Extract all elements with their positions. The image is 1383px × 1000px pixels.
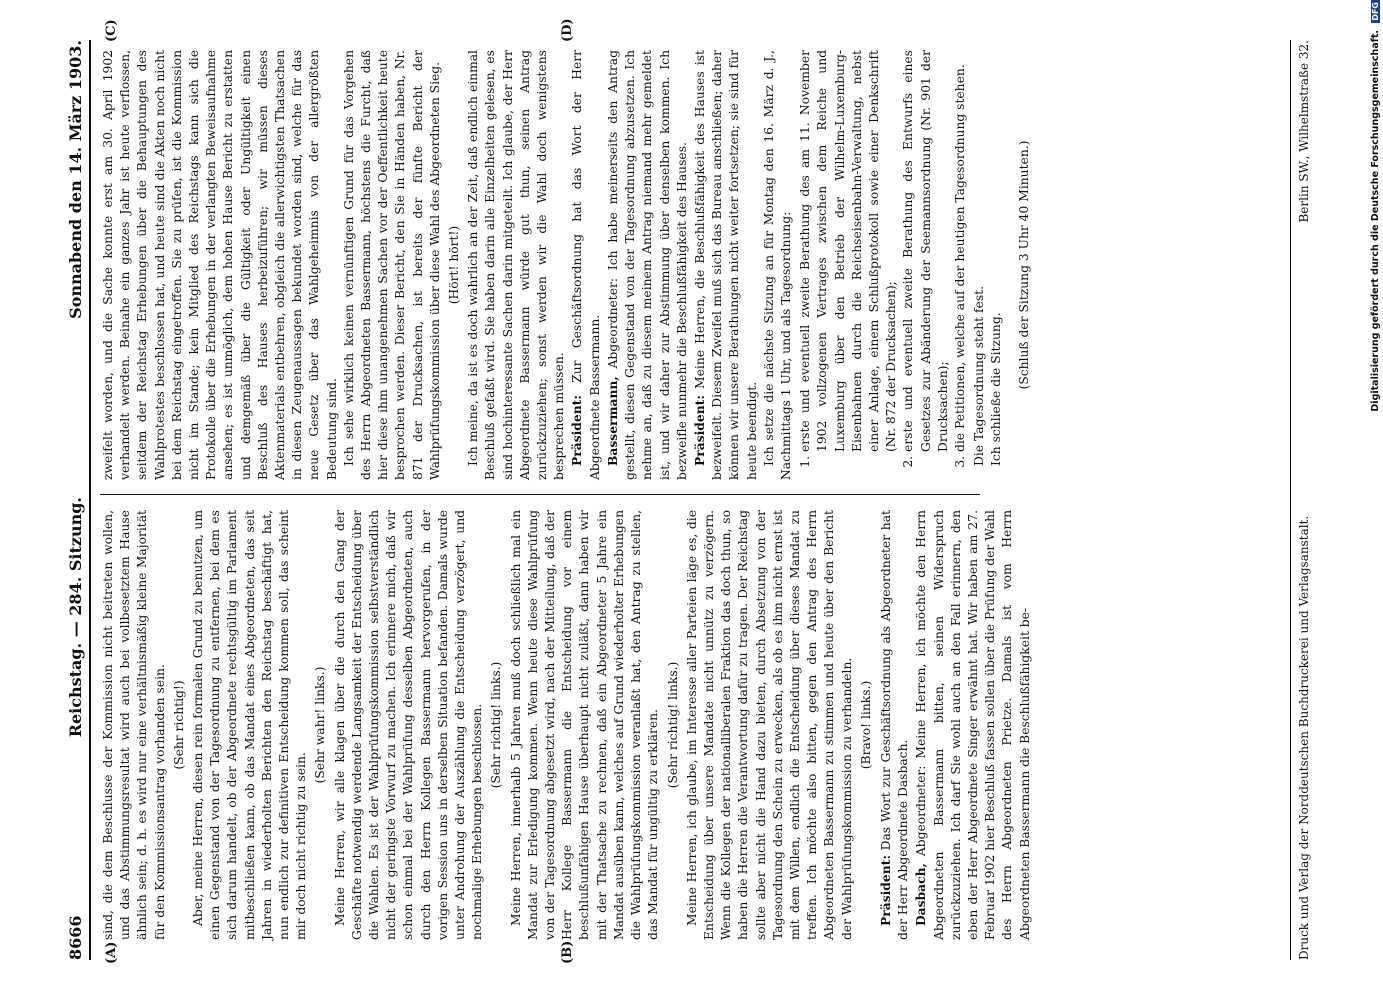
paragraph: Meine Herren, innerhalb 5 Jahren muß doch schließlich mal ein Mandat zur Erledigung kommen. Wenn heute diese Wahlprüfung von der Tagesordnung abgesetzt wird, nach der Mitteilung, daß der Herr Kollege Bassermann die Entscheidung vor einem beschlußunfähigen Hause überhaupt nicht zuläßt, dann haben wir mit der Thatsache zu rechnen, daß ein Abgeordneter 5 Jahre ein Mandat ausüben kann, welches auf Grund wiederholter Erhebungen die Wahlprüfungskommission veranlaßt hat, den Antrag zu stellen, das Mandat für ungültig zu erklären. (508, 510, 661, 940)
speech-text: Meine Herren, die Beschlußfähigkeit des Hauses ist bezweifelt. Diesem Zweifel muß sich das Bureau anschließen; daher können wir unsere Berathungen nicht weiter fortsetzen; sie sind für heute beendigt. (692, 50, 759, 480)
interjection: (Sehr richtig! links.) (489, 661, 504, 789)
speaker-name: Präsident: (569, 395, 585, 466)
right-column (100, 50, 1033, 480)
speech-text: Das Wort zur Geschäftsordnung als Abgeordneter hat der Herr Abgeordnete Dasbach. (878, 510, 911, 940)
paragraph: Ich schließe die Sitzung. (989, 312, 1004, 466)
margin-mark-a: (A) (104, 941, 119, 964)
paragraph: zweifelt worden, und die Sache konnte erst am 30. April 1902 verhandelt werden. Beinahe ein ganzes Jahr ist heute verflossen, seitdem der Reichstag Erhebungen über die Behauptungen des Wahlprotestes beschlossen hat, und heute sind die Akten noch nicht bei dem Reichstag eingetroffen. Sie zu prüfen, ist die Kommission nicht im Stande; kein Mitglied des Reichstags kann sich die Protokolle über die Erhebungen in der verlangten Beweisaufnahme ansehen; es ist unmöglich, dem hohen Hause Bericht zu erstatten und demgemäß über die Gültigkeit oder Ungültigkeit einen Beschluß des Hauses herbeizuführen; wir müssen dieses Aktenmaterials entbehren, obgleich die allerwichtigsten Thatsachen in diesen Zeugenaussagen bekundet worden sind, welche für das neue Gesetz über das Wahlgeheimnis von der allergrößten Bedeutung sind. (101, 50, 339, 480)
speaker-name: Präsident: (877, 855, 893, 926)
speech-paragraph (912, 510, 1033, 940)
paragraph: Meine Herren, wir alle klagen über die durch den Gang der Geschäfte notwendig werdende Langsamkeit der Entscheidung über die Wahlen. Es ist der Wahlprüfungskommission selbstverständlich nicht der geringste Vorwurf zu machen. Ich erinnere mich, daß wir schon einmal bei der Wahlprüfung desselben Abgeordneten, auch durch den Herrn Kollegen Bassermann hervorgerufen, in der vorigen Session uns in derselben Situation befanden. Damals wurde unter Androhung der Auszählung die Entscheidung verzögert, und nochmalige Erhebungen beschlossen. (332, 510, 485, 940)
paragraph: sind, die dem Beschlusse der Kommission nicht beitreten wollen, und das Abstimmungsresultat wird auch bei vollbesetztem Hause ähnlich sein; d. h. es wird nur eine verhältnismäßig kleine Majorität für den Kommissionsantrag vorhanden sein. (101, 510, 167, 940)
paragraph: Ich meine, da ist es doch wahrlich an der Zeit, daß endlich einmal Beschluß gefaßt wird. Sie haben darin alle Einzelheiten gelesen, es sind hochinteressante Sachen darin mitgeteilt. Ich glaube, der Herr Abgeordnete Bassermann würde gut thun, seinen Antrag zurückzuziehen; sonst werden wir die Wahl doch wenigstens besprechen müssen. (466, 50, 567, 480)
page-number: 8666 (66, 915, 85, 960)
header-left-title: Reichstag. — 284. Sitzung. (66, 497, 85, 738)
paragraph: Aber, meine Herren, diesen rein formalen Grund zu benutzen, um einen Gegenstand von der Tagesordnung zu entfernen, bei dem es sich darum handelt, ob der Abgeordnete rechtsgültig im Parlament mitbeschließen kann, ob das Mandat eines Abgeordneten, das seit Jahren in wiederholten Berichten den Reichstag beschäftigt hat, nun endlich zur definitiven Entscheidung kommen soll, das scheint mir doch nicht richtig zu sein. (191, 510, 309, 940)
page-header (45, 40, 91, 960)
speech-text: Zur Geschäftsordnung hat das Wort der Herr Abgeordnete Bassermann. (570, 50, 602, 480)
speech-paragraph (568, 50, 603, 480)
footer-address: Berlin SW., Wilhelmstraße 32. (1297, 40, 1311, 223)
header-right-title: Sonnabend den 14. März 1903. (66, 40, 85, 319)
speech-paragraph (877, 510, 912, 940)
speaker-name: Bassermann, (604, 376, 620, 466)
interjection: (Bravo! links.) (858, 680, 873, 770)
speech-text: Abgeordneter: Meine Herren, ich möchte den Herrn Abgeordneten Bassermann bitten, seinen Widerspruch zurückzuziehen. Ich darf Sie wohl auch an den Fall erinnern, den eben der Herr Abgeordnete Singer erwähnt hat. Wir haben am 27. Februar 1902 hier Beschluß fassen sollen über die Prüfung der Wahl des Herrn Abgeordneten Prietze. Damals ist vom Herrn Abgeordneten Bassermann die Beschlußfähigkeit be- (914, 510, 1032, 940)
left-column (100, 510, 1034, 940)
agenda-item: 3. die Petitionen, welche auf der heutigen Tagesordnung stehen. (952, 50, 969, 452)
paragraph: Ich sehe wirklich keinen vernünftigen Grund für das Vorgehen des Herrn Abgeordneten Bassermann, höchstens die Furcht, daß hier diese ihm unangenehmen Sachen vor der Oeffentlichkeit heute besprochen werden. Dieser Bericht, den Sie in Händen haben, Nr. 871 der Drucksachen, ist bereits der fünfte Bericht der Wahlprüfungskommission über diese Wahl des Abgeordneten Sieg. (341, 50, 442, 480)
dfg-logo-icon: DFG (1371, 2, 1380, 21)
margin-mark-c: (C) (104, 19, 119, 42)
agenda-item: 2. erste und eventuell zweite Berathung des Entwurfs eines Gesetzes zur Abänderung der Seemannsordnung (Nr. 901 der Drucksachen); (900, 50, 952, 452)
margin-mark-b: (B) (560, 940, 575, 964)
speaker-name: Präsident: (691, 395, 707, 466)
digitization-credit (1370, 0, 1382, 1000)
speech-text: Abgeordneter: Ich habe meinerseits den Antrag gestellt, diesen Gegenstand von der Tagesordnung abzusetzen. Ich nehme an, daß zu diesem meinem Antrag niemand mehr gemeldet ist, und wir daher zur Abstimmung über denselben kommen. Ich bezweifle nunmehr die Beschlußfähigkeit des Hauses. (605, 50, 689, 480)
session-end-note: (Schluß der Sitzung 3 Uhr 40 Minuten.) (1016, 140, 1031, 390)
paragraph: Meine Herren, ich glaube, im Interesse aller Parteien läge es, die Entscheidung über unsere Mandate nicht unnütz zu verzögern. Wenn die Kollegen der nationalliberalen Fraktion das doch thun, so haben die Herren die Verantwortung dafür zu tragen. Der Reichstag sollte aber nicht die Hand dazu bieten, durch Absetzung von der Tagesordnung den Schein zu erwecken, als ob es ihm nicht ernst ist mit dem Willen, endlich die Entscheidung über dieses Mandat zu treffen. Ich möchte also bitten, gegen den Antrag des Herrn Abgeordneten Bassermann zu stimmen und heute über den Bericht der Wahlprüfungskommission zu verhandeln. (684, 510, 854, 940)
paragraph: Ich setze die nächste Sitzung an für Montag den 16. März d. J., Nachmittags 1 Uhr, und als Tagesordnung: (761, 50, 793, 480)
interjection: (Sehr richtig!) (171, 680, 186, 770)
page-footer (1290, 40, 1311, 960)
agenda-item: 1. erste und eventuell zweite Berathung des am 11. November 1902 vollzogenen Vertrages zwischen dem Reiche und Luxemburg über den Betrieb der Wilhelm-Luxemburg-Eisenbahnen durch die Reichseisenbahn-Verwaltung, nebst einer Anlage, einem Schlußprotokoll sowie einer Denkschrift (Nr. 872 der Drucksachen); (797, 50, 900, 452)
margin-mark-d: (D) (560, 18, 575, 42)
footer-printer: Druck und Verlag der Norddeutschen Buchdruckerei und Verlagsanstalt. (1297, 515, 1311, 960)
agenda-list (797, 50, 969, 480)
speech-paragraph (604, 50, 691, 480)
interjection: (Sehr wahr! links.) (313, 666, 328, 784)
interjection: (Sehr richtig! links.) (665, 661, 680, 789)
speech-paragraph (691, 50, 761, 480)
credit-text: Digitalisierung gefördert durch die Deutsche Forschungsgemeinschaft. (1370, 29, 1381, 412)
paragraph: Die Tagesordnung steht fest. (972, 286, 987, 466)
speaker-name: Dasbach, (913, 863, 929, 926)
interjection: (Hört! hört!) (447, 225, 462, 305)
column-divider (100, 494, 980, 495)
